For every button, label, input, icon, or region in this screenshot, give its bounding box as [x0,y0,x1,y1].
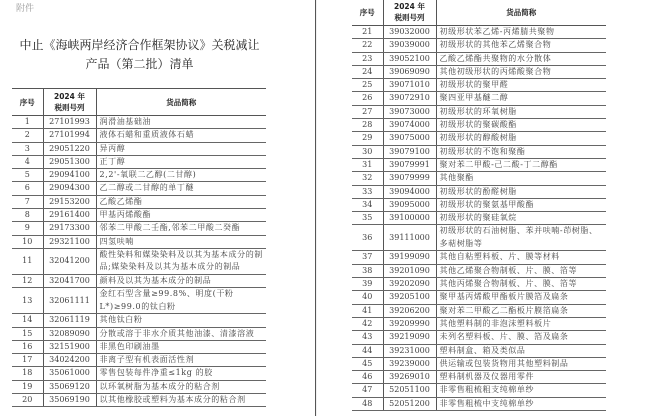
table-row [12,116,266,129]
row-tariff-code: 39095000 [383,198,436,211]
row-seq: 2 [12,129,43,142]
row-tariff-code: 39209990 [383,317,436,330]
row-goods-name: 其他丙烯聚合物制板、片、膜、箔等 [436,278,606,291]
header-seq: 序号 [12,89,43,116]
row-goods-name: 初级形状的聚氨基甲酸酯 [436,198,606,211]
row-tariff-code: 39079999 [383,172,436,185]
row-tariff-code: 29173300 [43,222,96,235]
header-tariff-code [43,89,96,116]
row-goods-name: 非零售粗梳粗支纯棉单纱 [436,384,606,397]
row-seq: 15 [12,327,43,340]
table-row [352,39,606,52]
row-seq: 39 [352,278,383,291]
table-row [352,145,606,158]
row-seq: 17 [12,354,43,367]
row-seq: 40 [352,291,383,304]
row-goods-name: 乙酸乙烯酯 [96,195,266,208]
table-row [352,105,606,118]
header-code: 税则号列 [54,103,85,112]
table-row [352,291,606,304]
table-header-row [352,0,606,26]
row-goods-name: 异丙醇 [96,142,266,155]
row-tariff-code: 29051220 [43,142,96,155]
row-seq: 22 [352,39,383,52]
row-goods-name: 塑料制盒、箱及类似品 [436,344,606,357]
table-row [352,132,606,145]
row-tariff-code: 39073000 [383,105,436,118]
row-goods-name: 非黑色印刷油墨 [96,340,266,353]
row-seq: 34 [352,198,383,211]
table-row [12,288,266,314]
header-seq: 序号 [352,0,383,26]
row-tariff-code: 35069120 [43,380,96,393]
table-row [12,327,266,340]
table-row [12,340,266,353]
table-row [12,142,266,155]
tariff-table-right [352,0,606,411]
row-tariff-code: 34024200 [43,354,96,367]
table-row [12,182,266,195]
table-row [352,317,606,330]
row-seq: 16 [12,340,43,353]
row-tariff-code: 39071010 [383,79,436,92]
table-row [352,172,606,185]
row-goods-name: 酸性染料和媒染染料及以其为基本成分的制品;媒染染料及以其为基本成分的制品 [96,248,266,274]
header-year: 2024 年 [54,92,85,101]
row-goods-name: 聚四亚甲基醚二醇 [436,92,606,105]
table-row [12,380,266,393]
table-row [12,155,266,168]
row-seq: 41 [352,304,383,317]
row-goods-name: 初级形状的聚硅氧烷 [436,212,606,225]
row-tariff-code: 39079991 [383,158,436,171]
row-seq: 11 [12,248,43,274]
row-tariff-code: 32089090 [43,327,96,340]
row-tariff-code: 35069190 [43,394,96,407]
row-seq: 45 [352,357,383,370]
table-row [352,331,606,344]
row-goods-name: 供运输或包装货物用其他塑料制品 [436,357,606,370]
row-goods-name: 初级形状的酚醛树脂 [436,185,606,198]
header-year: 2024 年 [394,2,425,11]
row-goods-name: 其他乙烯聚合物制板、片、膜、箔等 [436,264,606,277]
row-goods-name: 非离子型有机表面活性剂 [96,354,266,367]
header-goods-name: 货品简称 [96,89,266,116]
table-body-left [12,116,266,407]
row-seq: 43 [352,331,383,344]
document-title-line2: 产品（第二批）清单 [85,57,194,71]
row-goods-name: 初级形状苯乙烯-丙烯腈共聚物 [436,26,606,39]
table-body-right [352,26,606,411]
row-tariff-code: 39202090 [383,278,436,291]
table-row [352,92,606,105]
row-seq: 23 [352,52,383,65]
table-row [12,354,266,367]
row-goods-name: 零售包装每件净重≤1kg 的胶 [96,367,266,380]
table-row [12,314,266,327]
table-row [352,344,606,357]
row-tariff-code: 39201090 [383,264,436,277]
row-goods-name: 正丁醇 [96,155,266,168]
row-seq: 8 [12,209,43,222]
row-seq: 32 [352,172,383,185]
page-divider [315,0,316,416]
row-tariff-code: 39100000 [383,212,436,225]
row-seq: 20 [12,394,43,407]
row-seq: 28 [352,119,383,132]
row-tariff-code: 39206200 [383,304,436,317]
row-seq: 44 [352,344,383,357]
row-tariff-code: 39069090 [383,65,436,78]
row-goods-name: 以环氧树脂为基本成分的粘合剂 [96,380,266,393]
row-seq: 26 [352,92,383,105]
row-seq: 46 [352,371,383,384]
row-goods-name: 以其他橡胶或塑料为基本成分的粘合剂 [96,394,266,407]
table-row [12,235,266,248]
row-goods-name: 其他塑料制的非泡沫塑料板片 [436,317,606,330]
table-row [12,274,266,287]
row-goods-name: 初级形状的聚甲醛 [436,79,606,92]
row-goods-name: 四氢呋喃 [96,235,266,248]
row-tariff-code: 35061000 [43,367,96,380]
row-seq: 4 [12,155,43,168]
table-row [12,394,266,407]
table-row [12,209,266,222]
header-tariff-code [383,0,436,26]
row-seq: 31 [352,158,383,171]
row-seq: 33 [352,185,383,198]
row-seq: 35 [352,212,383,225]
row-goods-name: 初级形状的石油树脂、苯并呋喃-茚树脂、多萜树脂等 [436,225,606,251]
row-goods-name: 初级形状的不饱和聚酯 [436,145,606,158]
row-seq: 1 [12,116,43,129]
row-tariff-code: 39074000 [383,119,436,132]
row-seq: 9 [12,222,43,235]
row-seq: 36 [352,225,383,251]
header-goods-name: 货品简称 [436,0,606,26]
row-tariff-code: 39079100 [383,145,436,158]
row-tariff-code: 32061111 [43,288,96,314]
row-seq: 5 [12,169,43,182]
row-goods-name: 初级形状的醇酸树脂 [436,132,606,145]
row-goods-name: 其他自粘塑料板、片、膜等材料 [436,251,606,264]
row-goods-name: 甲基丙烯酸酯 [96,209,266,222]
row-goods-name: 金红石型含量≥99.8%、明度(干粉L*)≥99.0的钛白粉 [96,288,266,314]
table-row [352,198,606,211]
document-page-left [0,0,315,416]
annex-label: 附件 [16,4,35,14]
row-goods-name: 邻苯二甲酸二壬酯,邻苯二甲酸二癸酯 [96,222,266,235]
row-tariff-code: 32061119 [43,314,96,327]
row-goods-name: 分散或溶于非水介质其他油漆、清漆溶液 [96,327,266,340]
row-seq: 13 [12,288,43,314]
row-seq: 18 [12,367,43,380]
row-seq: 7 [12,195,43,208]
row-tariff-code: 29094300 [43,182,96,195]
row-goods-name: 非零售粗梳中支纯棉单纱 [436,397,606,410]
row-seq: 27 [352,105,383,118]
row-goods-name: 塑料制机器及仪器用零件 [436,371,606,384]
row-goods-name: 润滑油基础油 [96,116,266,129]
row-tariff-code: 39094000 [383,185,436,198]
row-tariff-code: 39231000 [383,344,436,357]
row-seq: 47 [352,384,383,397]
row-seq: 21 [352,26,383,39]
row-tariff-code: 52051200 [383,397,436,410]
row-tariff-code: 39111000 [383,225,436,251]
row-tariff-code: 39239000 [383,357,436,370]
row-seq: 6 [12,182,43,195]
table-row [352,304,606,317]
table-row [12,222,266,235]
row-tariff-code: 29153200 [43,195,96,208]
row-seq: 14 [12,314,43,327]
row-seq: 42 [352,317,383,330]
row-goods-name: 颜料及以其为基本成分的制品 [96,274,266,287]
row-tariff-code: 32041200 [43,248,96,274]
table-row [352,119,606,132]
row-seq: 37 [352,251,383,264]
table-row [352,371,606,384]
row-goods-name: 乙酸乙烯酯共聚物的水分散体 [436,52,606,65]
row-tariff-code: 32151900 [43,340,96,353]
table-row [352,185,606,198]
header-code: 税则号列 [394,13,425,22]
row-tariff-code: 29094100 [43,169,96,182]
row-tariff-code: 39219090 [383,331,436,344]
row-goods-name: 其他聚酯 [436,172,606,185]
table-header-row [12,89,266,116]
row-seq: 19 [12,380,43,393]
row-tariff-code: 29051300 [43,155,96,168]
row-goods-name: 2,2'-氧联二乙醇(二甘醇) [96,169,266,182]
table-row [352,212,606,225]
row-tariff-code: 39269010 [383,371,436,384]
table-row [12,169,266,182]
row-goods-name: 其他钛白粉 [96,314,266,327]
row-goods-name: 初级形状的其他苯乙烯聚合物 [436,39,606,52]
row-goods-name: 液体石蜡和重质液体石蜡 [96,129,266,142]
row-tariff-code: 39075000 [383,132,436,145]
table-row [12,248,266,274]
row-seq: 12 [12,274,43,287]
row-seq: 29 [352,132,383,145]
row-seq: 3 [12,142,43,155]
row-goods-name: 聚对苯二甲酸-己二酸-丁二醇酯 [436,158,606,171]
table-row [352,65,606,78]
row-goods-name: 初级形状的环氧树脂 [436,105,606,118]
row-seq: 48 [352,397,383,410]
row-seq: 38 [352,264,383,277]
table-row [12,129,266,142]
table-row [352,384,606,397]
table-row [352,26,606,39]
row-seq: 30 [352,145,383,158]
table-row [352,225,606,251]
table-row [352,158,606,171]
row-tariff-code: 29321100 [43,235,96,248]
row-seq: 10 [12,235,43,248]
table-row [352,278,606,291]
document-page-right [317,0,656,416]
row-tariff-code: 39039000 [383,39,436,52]
row-goods-name: 聚甲基丙烯酸甲酯板片膜箔及扁条 [436,291,606,304]
row-tariff-code: 39052100 [383,52,436,65]
document-title-line1: 中止《海峡两岸经济合作框架协议》关税减让 [19,38,260,52]
table-row [352,251,606,264]
row-goods-name: 其他初级形状的丙烯酸聚合物 [436,65,606,78]
row-seq: 25 [352,79,383,92]
row-tariff-code: 27101993 [43,116,96,129]
table-row [12,195,266,208]
row-goods-name: 聚对苯二甲酸乙二酯板片膜箔扁条 [436,304,606,317]
table-row [352,79,606,92]
tariff-table-left [12,88,266,407]
row-tariff-code: 32041700 [43,274,96,287]
table-row [352,264,606,277]
row-tariff-code: 39032000 [383,26,436,39]
row-goods-name: 初级形状的聚碳酸酯 [436,119,606,132]
row-goods-name: 乙二醇或二甘醇的单丁醚 [96,182,266,195]
row-tariff-code: 27101994 [43,129,96,142]
table-row [352,357,606,370]
row-tariff-code: 52051100 [383,384,436,397]
table-row [352,397,606,410]
table-row [352,52,606,65]
row-tariff-code: 39072910 [383,92,436,105]
table-row [12,367,266,380]
row-tariff-code: 39199090 [383,251,436,264]
row-seq: 24 [352,65,383,78]
row-tariff-code: 29161400 [43,209,96,222]
row-tariff-code: 39205100 [383,291,436,304]
row-goods-name: 未列名塑料板、片、膜、箔及扁条 [436,331,606,344]
